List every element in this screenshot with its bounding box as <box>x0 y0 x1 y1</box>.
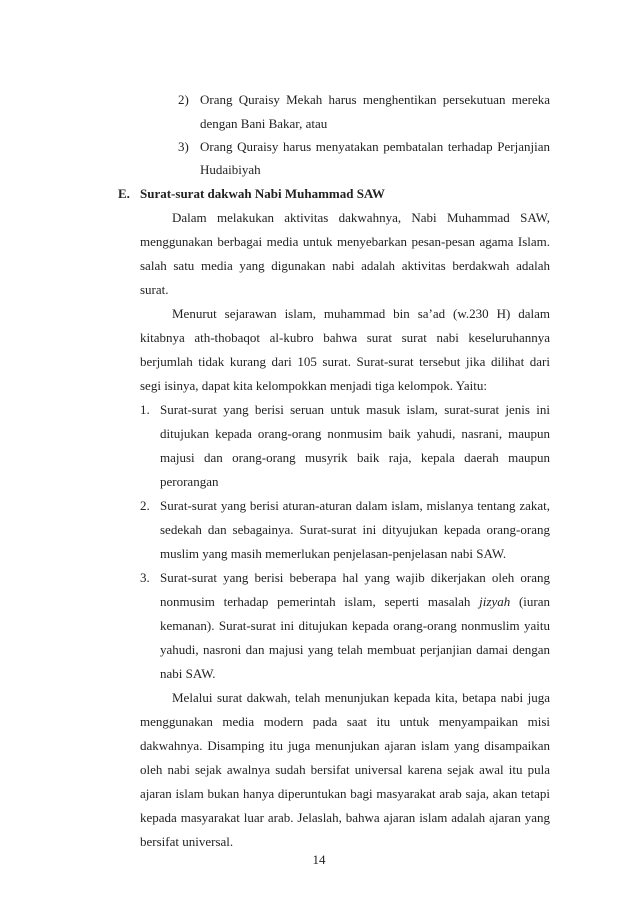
list-marker: 3. <box>140 570 150 585</box>
section-marker: E. <box>118 186 130 201</box>
list-marker: 1. <box>140 402 150 417</box>
paragraph-line: salah satu media yang digunakan nabi adalah aktivitas berdakwah adalah <box>140 258 550 273</box>
paragraph-line: kitabnya ath-thobaqot al-kubro bahwa surat surat nabi keseluruhannya <box>140 330 550 345</box>
paragraph-line: oleh nabi sejak awalnya sudah bersifat universal karena sejak awal itu pula <box>140 762 550 777</box>
paragraph-line: surat. <box>140 282 169 297</box>
list-item-text: nabi SAW. <box>160 666 216 681</box>
list-item-text: Hudaibiyah <box>200 162 261 177</box>
list-marker: 3) <box>178 139 189 154</box>
list-item-text-part: nonmusim terhadap pemerintah islam, seperti masalah <box>160 594 480 609</box>
list-marker: 2) <box>178 92 189 107</box>
list-item-text: majusi dan orang-orang musyrik baik raja, kepala daerah maupun <box>160 450 550 465</box>
list-item-text: Surat-surat yang berisi aturan-aturan dalam islam, mislanya tentang zakat, <box>160 498 550 513</box>
italic-term: jizyah <box>479 594 511 609</box>
list-item-text: muslim yang masih memerlukan penjelasan-penjelasan nabi SAW. <box>160 546 507 561</box>
list-item-text: perorangan <box>160 474 219 489</box>
paragraph-line: berjumlah tidak kurang dari 105 surat. Surat-surat tersebut jika dilihat dari <box>140 354 550 369</box>
section-heading: Surat-surat dakwah Nabi Muhammad SAW <box>140 186 385 201</box>
paragraph-line: segi isinya, dapat kita kelompokkan menjadi tiga kelompok. Yaitu: <box>140 378 487 393</box>
page-number: 14 <box>312 852 326 867</box>
list-item-text: yahudi, nasroni dan majusi yang telah membuat perjanjian damai dengan <box>160 642 550 657</box>
paragraph-line: ajaran islam bukan hanya diperuntukan bagi masyarakat arab saja, akan tetapi <box>140 786 550 801</box>
list-item-text <box>160 594 550 610</box>
list-item-text: ditujukan kepada orang-orang nonmusim baik yahudi, nasrani, maupun <box>160 426 550 441</box>
list-marker: 2. <box>140 498 150 513</box>
paragraph-line: dakwahnya. Disamping itu juga menunjukan ajaran islam yang disampaikan <box>140 738 550 753</box>
paragraph-line: kepada masyarakat luar arab. Jelaslah, bahwa ajaran islam adalah ajaran yang <box>140 810 550 825</box>
paragraph-line: bersifat universal. <box>140 834 234 849</box>
list-item-text: Surat-surat yang berisi seruan untuk masuk islam, surat-surat jenis ini <box>160 402 550 417</box>
paragraph-line: Menurut sejarawan islam, muhammad bin sa’ad (w.230 H) dalam <box>172 306 550 321</box>
list-item-text-part: (iuran <box>510 594 551 609</box>
paragraph-line: Dalam melakukan aktivitas dakwahnya, Nabi Muhammad SAW, <box>172 210 550 225</box>
list-item-text: Orang Quraisy Mekah harus menghentikan persekutuan mereka <box>200 92 550 107</box>
list-item-text: dengan Bani Bakar, atau <box>200 116 328 131</box>
paragraph-line: menggunakan berbagai media untuk menyebarkan pesan-pesan agama Islam. <box>140 234 550 249</box>
list-item-text: sedekah dan sebagainya. Surat-surat ini dityujukan kepada orang-orang <box>160 522 550 537</box>
list-item-text: Surat-surat yang berisi beberapa hal yang wajib dikerjakan oleh orang <box>160 570 550 585</box>
list-item-text: kemanan). Surat-surat ini ditujukan kepada orang-orang nonmuslim yaitu <box>160 618 550 633</box>
paragraph-line: menggunakan media modern pada saat itu untuk menyampaikan misi <box>140 714 550 729</box>
paragraph-line: Melalui surat dakwah, telah menunjukan kepada kita, betapa nabi juga <box>172 690 550 705</box>
list-item-text: Orang Quraisy harus menyatakan pembatalan terhadap Perjanjian <box>200 139 550 154</box>
